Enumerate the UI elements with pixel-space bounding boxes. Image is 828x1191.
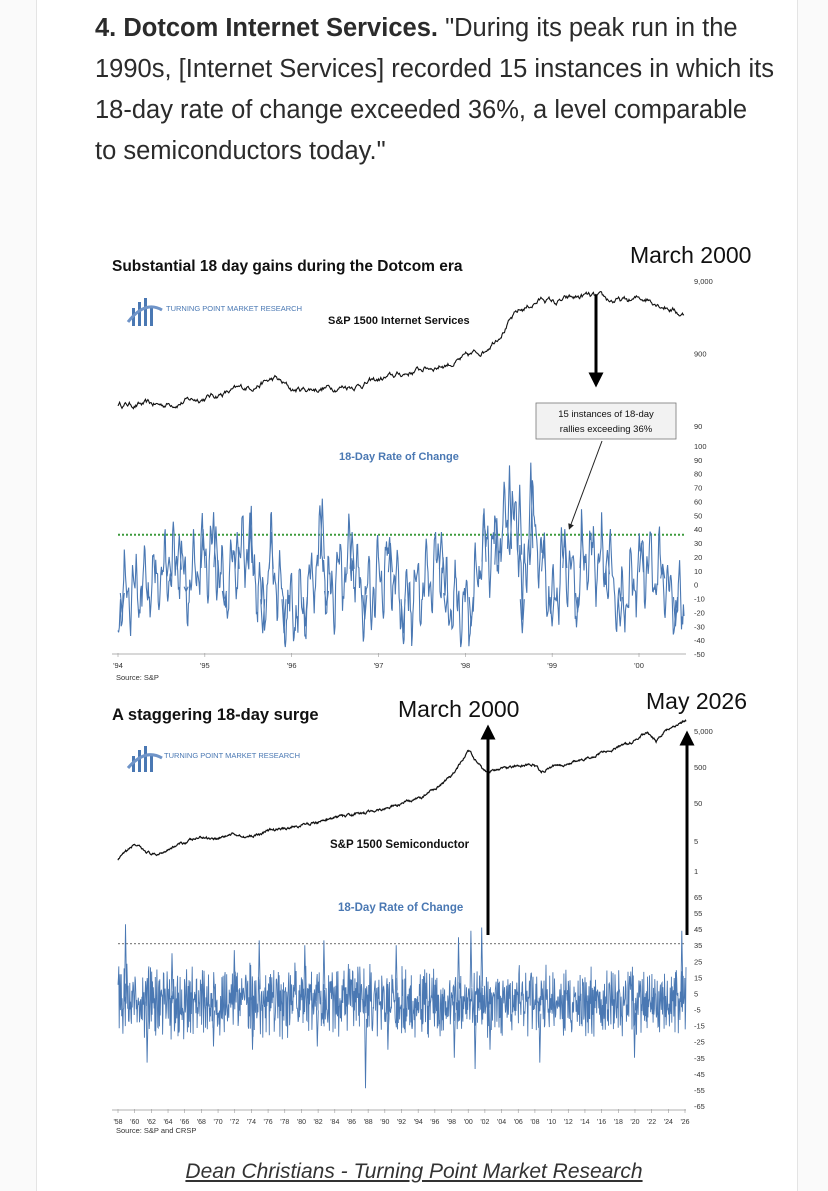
chart2-x-tick: '96 [430,1119,440,1126]
chart-semiconductor [112,688,747,1135]
chart1-top-y-tick: 9,000 [694,277,713,286]
chart1-roc-y-tick: 0 [694,580,699,590]
chart2-annotation-march-2000: March 2000 [398,696,520,722]
chart2-roc-y-tick: 5 [694,989,699,999]
chart2-x-tick: '76 [263,1119,273,1126]
chart2-x-tick: '06 [513,1119,523,1126]
chart1-roc-y-tick: -20 [694,608,705,618]
chart2-roc-y-tick: -35 [694,1053,705,1063]
chart2-x-tick: '86 [346,1119,357,1126]
chart2-x-tick: '26 [680,1119,690,1126]
chart1-roc-y-tick: -10 [694,594,705,604]
chart2-top-y-tick: 50 [694,799,703,808]
chart1-x-tick: '99 [547,661,558,670]
chart1-roc-y-tick: -50 [694,650,705,659]
chart2-x-tick: '82 [313,1119,323,1126]
chart2-x-tick: '90 [380,1119,390,1126]
chart2-x-tick: '00 [463,1119,473,1126]
chart2-top-y-axis [694,727,713,876]
chart1-x-tick: '96 [286,661,297,670]
chart1-logo-text: TURNING POINT MARKET RESEARCH [166,304,302,313]
chart1-roc-y-tick: 40 [694,525,703,535]
chart1-roc-y-tick: 20 [694,552,703,562]
chart2-x-tick: '08 [530,1119,540,1126]
chart2-x-tick: '70 [213,1119,223,1126]
chart2-roc-y-tick: -45 [694,1069,705,1079]
chart2-x-tick: '88 [363,1119,373,1126]
chart1-top-series-label: S&P 1500 Internet Services [328,315,470,327]
chart1-roc-label: 18-Day Rate of Change [339,451,459,463]
chart1-callout-line2: rallies exceeding 36% [559,424,653,435]
chart1-roc-y-tick: 30 [694,539,703,549]
chart1-roc-y-tick: 70 [694,483,703,493]
chart2-x-tick: '94 [413,1119,423,1126]
chart2-roc-y-tick: -15 [694,1021,705,1031]
chart2-roc-y-tick: 15 [694,973,703,983]
chart1-roc-y-tick: 80 [694,469,703,479]
chart2-x-tick: '12 [563,1119,573,1126]
credit-link[interactable]: Dean Christians - Turning Point Market Research [185,1160,643,1183]
chart2-x-tick: '24 [663,1119,673,1126]
chart2-x-tick: '92 [396,1119,407,1126]
chart2-top-y-tick: 5,000 [694,727,713,736]
chart1-roc-y-tick: 10 [694,566,703,576]
chart2-x-tick: '78 [280,1119,290,1126]
chart1-x-tick: '97 [373,661,384,670]
chart2-title: A staggering 18-day surge [112,706,319,724]
chart2-top-series-label: S&P 1500 Semiconductor [330,839,470,851]
chart2-roc-y-tick: -55 [694,1085,705,1095]
chart2-x-tick: '66 [180,1119,190,1126]
chart1-callout-line1: 15 instances of 18-day [558,409,654,420]
chart2-x-tick: '68 [196,1119,206,1126]
chart1-x-tick: '94 [113,661,123,670]
chart2-roc-y-tick: 55 [694,909,703,919]
chart2-x-tick: '14 [580,1119,590,1126]
chart2-logo-text: TURNING POINT MARKET RESEARCH [164,751,300,760]
chart2-x-tick: '60 [130,1119,140,1126]
chart2-top-y-tick: 5 [694,837,699,846]
chart1-title: Substantial 18 day gains during the Dotcom era [112,258,463,275]
chart1-x-tick: '98 [460,661,471,670]
chart1-roc-y-tick: 60 [694,497,703,507]
chart2-x-tick: '58 [113,1119,123,1126]
chart2-roc-y-tick: 45 [694,925,703,935]
chart1-roc-y-tick: 100 [694,442,707,451]
chart1-x-tick: '95 [199,661,210,670]
chart1-roc-line [118,463,684,647]
chart2-x-tick: '98 [446,1119,457,1126]
chart2-source: Source: S&P and CRSP [116,1126,197,1135]
quote-text: "During its peak run in the 1990s, [Internet Services] recorded 15 instances in which its 18-day rate of change exceeded 36%, a level comparable to semiconductors today." [95,14,774,165]
chart1-callout-pointer [570,441,602,527]
chart1-roc-y-tick: -40 [694,636,705,646]
chart2-x-tick: '84 [330,1119,340,1126]
chart2-top-y-tick: 500 [694,763,707,772]
chart2-x-tick: '02 [480,1119,490,1126]
chart2-x-tick: '20 [630,1119,640,1126]
chart2-x-tick: '10 [547,1119,557,1126]
quote-heading: 4. Dotcom Internet Services. [95,14,438,42]
chart2-roc-y-tick: -65 [694,1102,705,1111]
chart2-roc-label: 18-Day Rate of Change [338,902,464,914]
chart2-x-tick: '16 [597,1119,607,1126]
chart1-callout [536,403,676,527]
chart1-x-axis [113,653,644,670]
chart1-annotation-march-2000: March 2000 [630,242,752,268]
chart1-roc-y-tick: 90 [694,455,703,465]
chart2-annotation-may-2026: May 2026 [646,688,748,714]
chart1-top-y-tick: 900 [694,349,707,359]
chart2-x-tick: '62 [146,1119,156,1126]
chart2-x-tick: '04 [496,1119,507,1126]
chart2-x-tick: '80 [296,1119,307,1126]
chart1-roc-y-axis [694,442,707,659]
chart2-x-tick: '22 [647,1119,657,1126]
chart2-x-tick: '74 [246,1119,256,1126]
chart2-x-tick: '64 [163,1119,173,1126]
chart2-roc-y-tick: 65 [694,893,703,902]
chart2-top-y-tick: 1 [694,867,699,876]
chart2-roc-y-tick: -5 [694,1005,701,1015]
chart2-logo [128,746,300,772]
chart1-source: Source: S&P [116,673,159,682]
chart1-top-y-tick: 90 [694,422,703,431]
chart-dotcom [112,242,751,682]
chart2-roc-y-tick: -25 [694,1037,705,1047]
chart2-roc-y-axis [694,893,705,1111]
chart2-x-axis [113,1109,689,1126]
chart2-roc-line [118,924,686,1088]
chart1-roc-y-tick: -30 [694,622,705,632]
chart1-logo [128,298,302,326]
chart1-x-tick: '00 [634,661,644,670]
chart1-roc-y-tick: 50 [694,511,703,521]
chart1-top-y-axis [694,277,713,431]
chart2-x-tick: '18 [613,1119,623,1126]
chart2-roc-y-tick: 25 [694,957,703,967]
chart2-x-tick: '72 [230,1119,240,1126]
chart2-roc-y-tick: 35 [694,941,703,951]
